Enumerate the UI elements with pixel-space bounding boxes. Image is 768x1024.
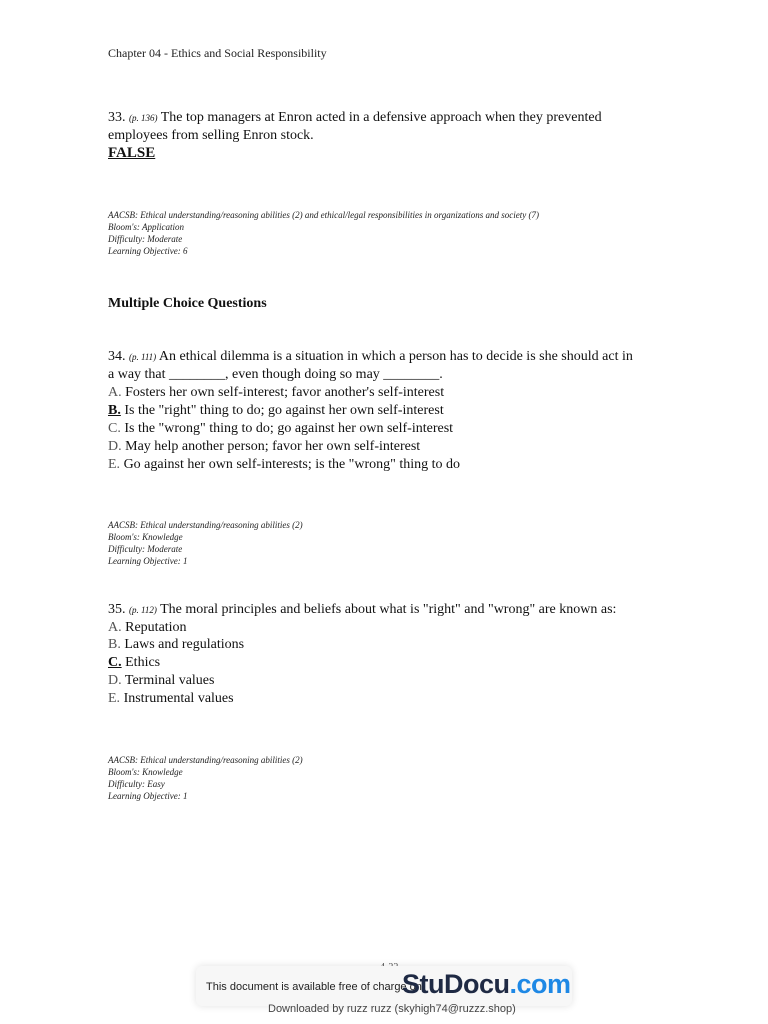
option-letter: E. — [108, 457, 121, 472]
question-33-number: 33. — [108, 110, 126, 125]
option-text: Reputation — [125, 620, 187, 635]
question-34-text: An ethical dilemma is a situation in which a person has to decide is she should act in — [158, 349, 633, 364]
option-text: Ethics — [125, 655, 161, 670]
option-34-a — [108, 384, 444, 402]
option-letter: D. — [108, 439, 122, 454]
meta-learning-objective: Learning Objective: 6 — [108, 246, 188, 256]
option-text: Is the "wrong" thing to do; go against her own self-interest — [124, 421, 454, 436]
option-35-e — [108, 690, 234, 708]
section-title: Multiple Choice Questions — [108, 296, 267, 311]
option-35-b — [108, 636, 244, 654]
question-35-page-ref: (p. 112) — [129, 605, 157, 615]
question-35-text: The moral principles and beliefs about what is "right" and "wrong" are known as: — [160, 602, 617, 617]
question-33-page-ref: (p. 136) — [129, 113, 158, 123]
meta-blooms: Bloom's: Knowledge — [108, 532, 183, 542]
question-35-meta — [108, 754, 303, 802]
question-35-line-1 — [108, 601, 616, 619]
option-text: Laws and regulations — [124, 637, 245, 652]
question-34-number: 34. — [108, 349, 126, 364]
option-34-c — [108, 420, 453, 438]
option-34-d — [108, 438, 420, 456]
option-letter: B. — [108, 637, 121, 652]
option-letter-correct: C. — [108, 655, 122, 670]
option-34-e — [108, 456, 460, 474]
download-notice: Downloaded by ruzz ruzz (skyhigh74@ruzzz.shop) — [268, 1003, 516, 1015]
option-letter: A. — [108, 620, 122, 635]
question-34-line-2: a way that ________, even though doing so may ________. — [108, 367, 443, 382]
question-34-line-1 — [108, 348, 633, 366]
meta-difficulty: Difficulty: Easy — [108, 779, 165, 789]
option-text: May help another person; favor her own self-interest — [125, 439, 421, 454]
meta-difficulty: Difficulty: Moderate — [108, 544, 183, 554]
meta-difficulty: Difficulty: Moderate — [108, 234, 183, 244]
option-35-d — [108, 672, 214, 690]
brand-main: StuDocu — [402, 969, 510, 999]
meta-aacsb: AACSB: Ethical understanding/reasoning abilities (2) — [108, 520, 303, 530]
banner-text: This document is available free of charge on — [206, 981, 422, 993]
question-33-text: The top managers at Enron acted in a defensive approach when they prevented — [160, 110, 602, 125]
meta-learning-objective: Learning Objective: 1 — [108, 556, 188, 566]
meta-aacsb: AACSB: Ethical understanding/reasoning abilities (2) — [108, 755, 303, 765]
question-33-answer: FALSE — [108, 145, 156, 161]
option-text: Go against her own self-interests; is the "wrong" thing to do — [123, 457, 461, 472]
question-33-line-1 — [108, 109, 602, 127]
studocu-banner[interactable] — [196, 966, 572, 1006]
studocu-logo[interactable] — [402, 969, 571, 1000]
question-34-page-ref: (p. 111) — [129, 352, 157, 362]
option-letter: E. — [108, 691, 121, 706]
question-35-number: 35. — [108, 602, 126, 617]
brand-suffix: .com — [509, 969, 571, 999]
meta-learning-objective: Learning Objective: 1 — [108, 791, 188, 801]
option-text: Fosters her own self-interest; favor another's self-interest — [125, 385, 445, 400]
question-34-meta — [108, 519, 303, 567]
option-letter: C. — [108, 421, 121, 436]
question-33-meta — [108, 209, 539, 257]
option-34-b-correct — [108, 402, 444, 420]
option-letter-correct: B. — [108, 403, 121, 418]
option-text: Instrumental values — [123, 691, 234, 706]
option-text: Is the "right" thing to do; go against her own self-interest — [124, 403, 444, 418]
meta-blooms: Bloom's: Knowledge — [108, 767, 183, 777]
option-35-a — [108, 619, 187, 637]
meta-blooms: Bloom's: Application — [108, 222, 185, 232]
question-33-line-2: employees from selling Enron stock. — [108, 128, 314, 143]
chapter-header: Chapter 04 - Ethics and Social Responsibility — [108, 46, 327, 60]
meta-aacsb: AACSB: Ethical understanding/reasoning abilities (2) and ethical/legal responsibilities in organizations and society (7) — [108, 210, 539, 220]
option-35-c-correct — [108, 654, 160, 672]
option-text: Terminal values — [124, 673, 215, 688]
option-letter: A. — [108, 385, 122, 400]
option-letter: D. — [108, 673, 122, 688]
